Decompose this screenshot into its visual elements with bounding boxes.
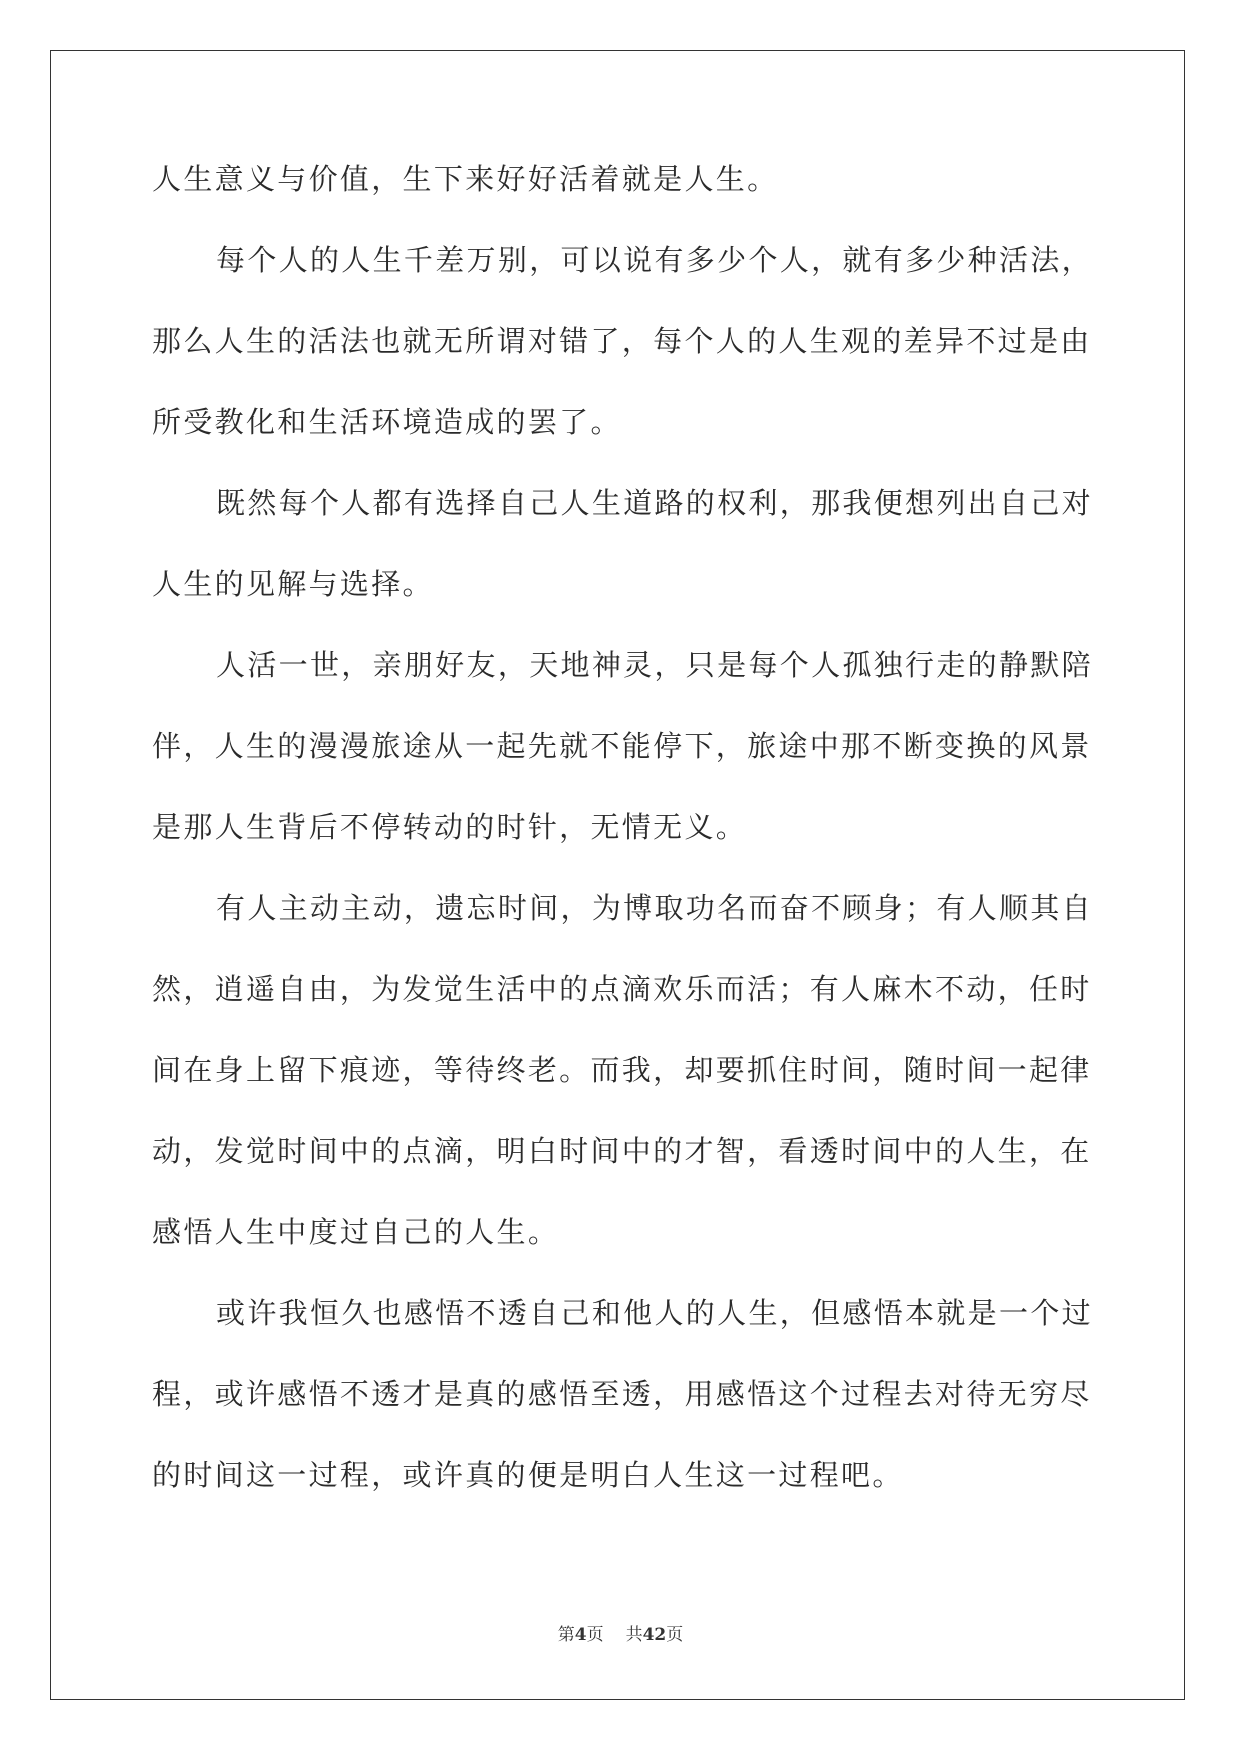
- text-line-4: 所受教化和生活环境造成的罢了。: [152, 405, 622, 439]
- text-line-8: 伴，人生的漫漫旅途从一起先就不能停下，旅途中那不断变换的风景: [152, 729, 1092, 763]
- page-footer: [0, 1620, 1241, 1645]
- text-line-12: 间在身上留下痕迹，等待终老。而我，却要抓住时间，随时间一起律: [152, 1053, 1092, 1087]
- text-line-7: 人活一世，亲朋好友，天地神灵，只是每个人孤独行走的静默陪: [216, 648, 1093, 682]
- text-line-1: 人生意义与价值，生下来好好活着就是人生。: [152, 162, 779, 196]
- text-line-14: 感悟人生中度过自己的人生。: [152, 1215, 560, 1249]
- text-line-13: 动，发觉时间中的点滴，明白时间中的才智，看透时间中的人生，在: [152, 1134, 1092, 1168]
- text-line-3: 那么人生的活法也就无所谓对错了，每个人的人生观的差异不过是由: [152, 324, 1092, 358]
- text-line-17: 的时间这一过程，或许真的便是明白人生这一过程吧。: [152, 1458, 904, 1492]
- text-line-5: 既然每个人都有选择自己人生道路的权利，那我便想列出自己对: [216, 486, 1093, 520]
- page-suffix: 页: [586, 1625, 604, 1645]
- total-suffix: 页: [666, 1625, 684, 1645]
- document-body: [152, 162, 1093, 1539]
- total-pages: 42: [642, 1625, 667, 1645]
- page-number: 4: [574, 1625, 587, 1645]
- text-line-15: 或许我恒久也感悟不透自己和他人的人生，但感悟本就是一个过: [216, 1296, 1093, 1330]
- text-line-9: 是那人生背后不停转动的时针，无情无义。: [152, 810, 748, 844]
- total-prefix: 共: [625, 1625, 643, 1645]
- page-prefix: 第: [557, 1625, 575, 1645]
- text-line-11: 然，逍遥自由，为发觉生活中的点滴欢乐而活；有人麻木不动，任时: [152, 972, 1092, 1006]
- text-line-6: 人生的见解与选择。: [152, 567, 434, 601]
- text-line-2: 每个人的人生千差万别，可以说有多少个人，就有多少种活法，: [216, 243, 1093, 277]
- text-line-16: 程，或许感悟不透才是真的感悟至透，用感悟这个过程去对待无穷尽: [152, 1377, 1092, 1411]
- text-line-10: 有人主动主动，遗忘时间，为博取功名而奋不顾身；有人顺其自: [216, 891, 1093, 925]
